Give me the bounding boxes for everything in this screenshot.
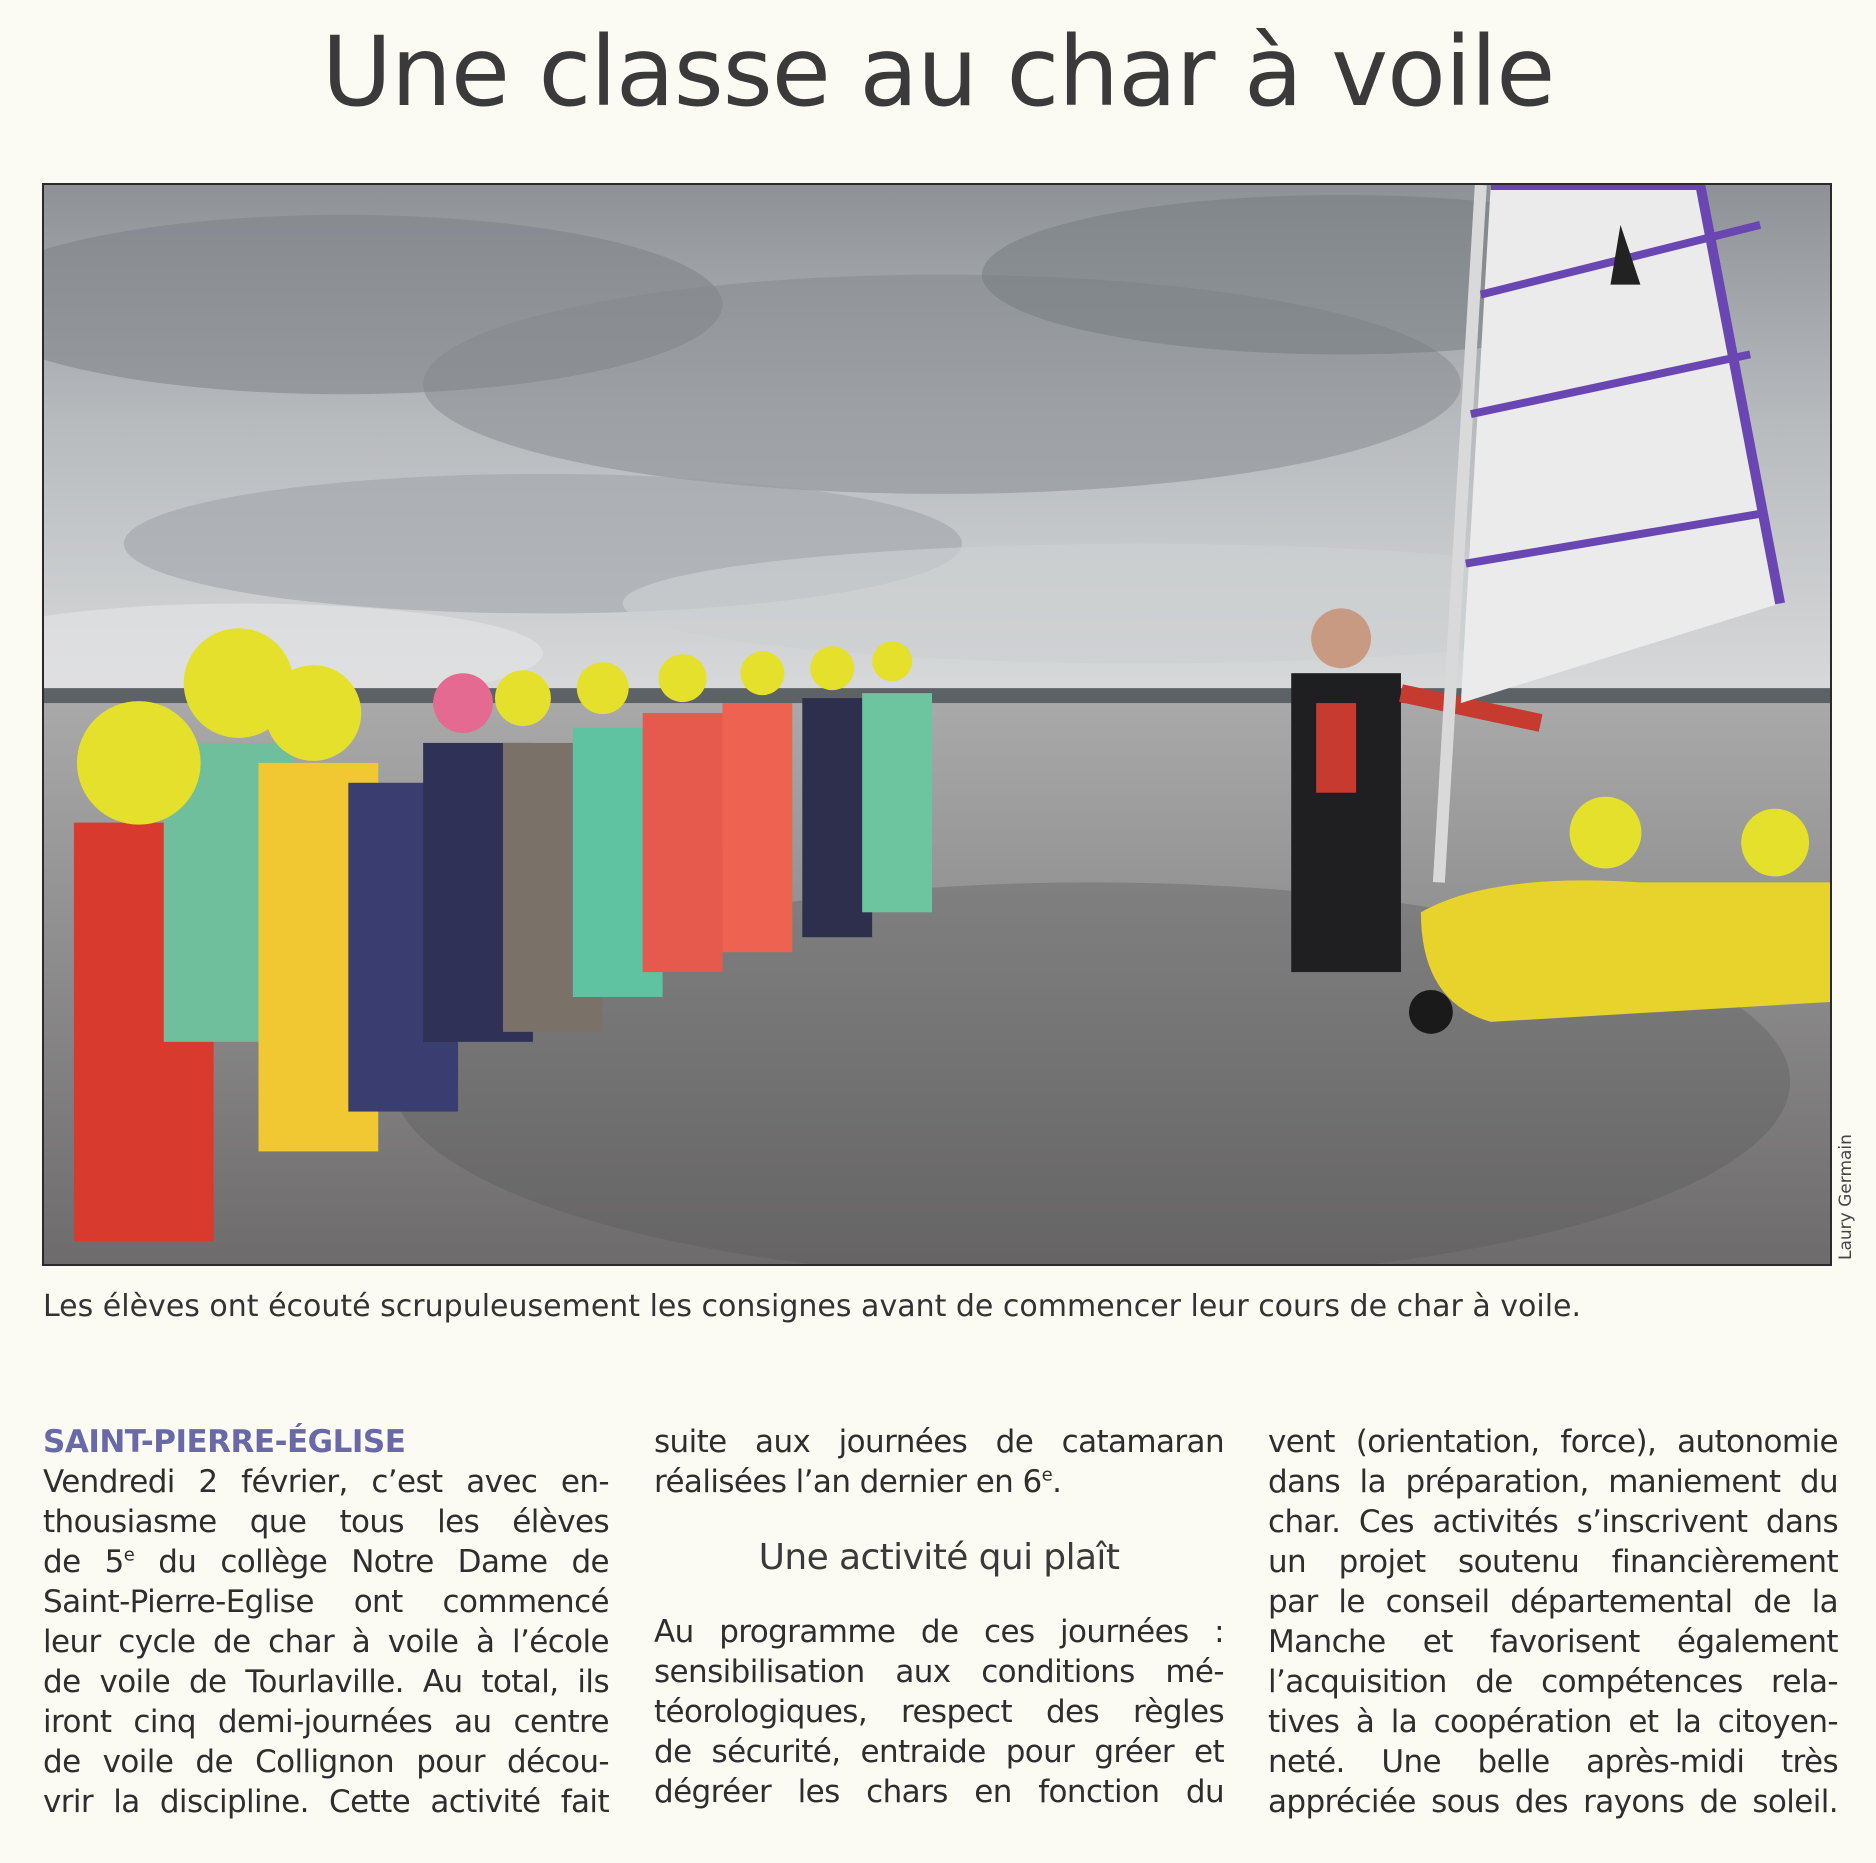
text-line: appréciée sous des rayons de soleil.	[1268, 1784, 1838, 1820]
subheading: Une activité qui plaît	[758, 1537, 1120, 1578]
text-line: char. Ces activités s’inscrivent dans	[1268, 1504, 1838, 1540]
text-line: vrir la discipline. Cette activité fait	[43, 1784, 609, 1820]
text-line: sensibilisation aux conditions mé-	[654, 1654, 1224, 1690]
text-line: iront cinq demi-journées au centre	[43, 1704, 609, 1740]
photo-beach-landsailing	[44, 185, 1830, 1264]
photo-caption: Les élèves ont écouté scrupuleusement les consignes avant de commencer leur cours de char à voile.	[43, 1289, 1582, 1324]
article-column-3	[1268, 1422, 1838, 1822]
article-photo	[42, 183, 1832, 1266]
article-column-1	[43, 1422, 609, 1822]
text-line: l’acquisition de compétences rela-	[1268, 1664, 1838, 1700]
article-column-2	[654, 1422, 1224, 1812]
dateline: SAINT-PIERRE-ÉGLISE	[43, 1424, 406, 1460]
text-line: téorologiques, respect des règles	[654, 1694, 1224, 1730]
text-line: de sécurité, entraide pour gréer et	[654, 1734, 1224, 1770]
text-fragment: .	[1052, 1464, 1062, 1500]
photo-credit: Laury Germain	[1836, 1134, 1856, 1260]
text-line: vent (orientation, force), autonomie	[1268, 1424, 1838, 1460]
text-line	[654, 1462, 1224, 1502]
text-line: de voile de Tourlaville. Au total, ils	[43, 1664, 609, 1700]
text-line: par le conseil départemental de la	[1268, 1584, 1838, 1620]
text-line	[43, 1542, 609, 1582]
text-line: leur cycle de char à voile à l’école	[43, 1624, 609, 1660]
superscript: e	[1041, 1464, 1053, 1486]
text-line: dans la préparation, maniement du	[1268, 1464, 1838, 1500]
text-line: thousiasme que tous les élèves	[43, 1504, 609, 1540]
text-line: de voile de Collignon pour décou-	[43, 1744, 609, 1780]
superscript: e	[123, 1544, 135, 1566]
text-line: Au programme de ces journées :	[654, 1614, 1224, 1650]
text-line: suite aux journées de catamaran	[654, 1424, 1224, 1460]
text-fragment: réalisées l’an dernier en 6	[654, 1464, 1042, 1500]
text-line: Saint-Pierre-Eglise ont commencé	[43, 1584, 609, 1620]
text-line: tives à la coopération et la citoyen-	[1268, 1704, 1838, 1740]
text-fragment: du collège Notre Dame de	[134, 1544, 609, 1580]
headline: Une classe au char à voile	[321, 16, 1555, 128]
text-line: un projet soutenu financièrement	[1268, 1544, 1838, 1580]
text-line: neté. Une belle après-midi très	[1268, 1744, 1838, 1780]
text-line: Vendredi 2 février, c’est avec en-	[43, 1464, 609, 1500]
text-line: Manche et favorisent également	[1268, 1624, 1838, 1660]
text-fragment: de 5	[43, 1544, 124, 1580]
text-line: dégréer les chars en fonction du	[654, 1774, 1224, 1810]
